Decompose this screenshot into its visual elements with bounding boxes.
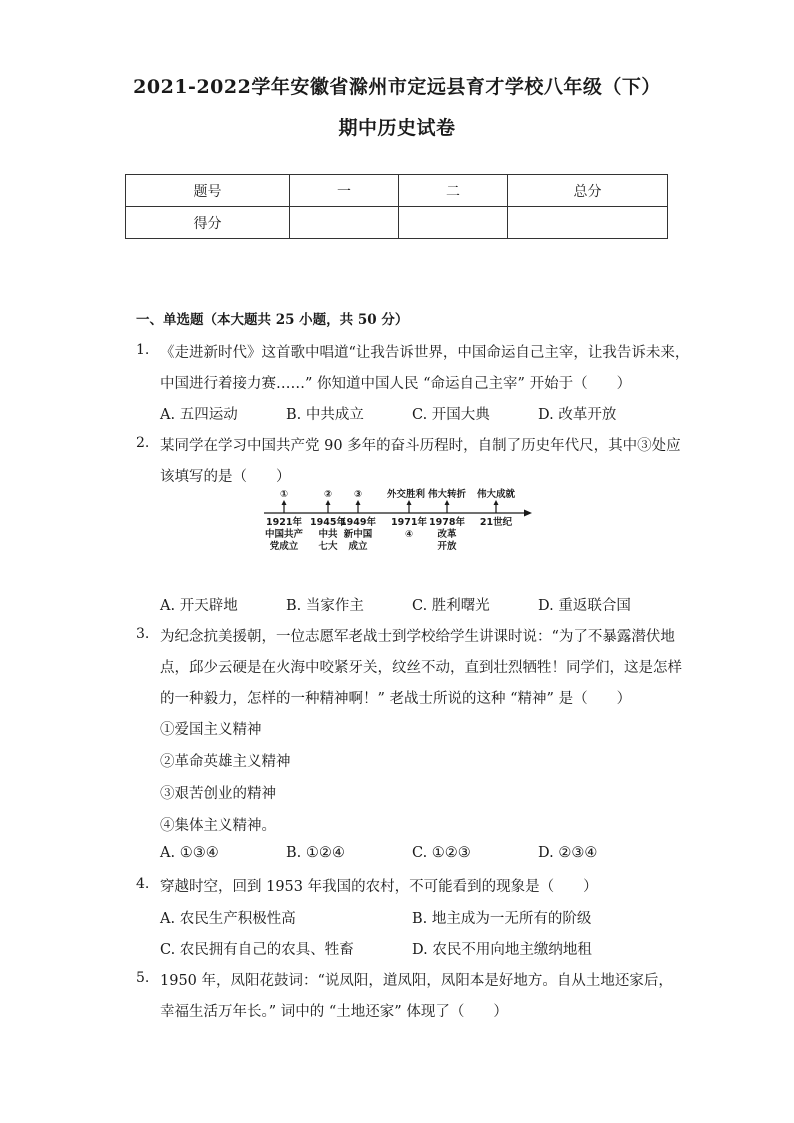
header-cell-part-one: 一 (290, 175, 399, 207)
question-text-line: 的一种毅力，怎样的一种精神啊！” 老战士所说的这种 “精神” 是（ ） (160, 691, 632, 707)
score-table-score-row (126, 207, 668, 239)
exam-title-line2: 期中历史试卷 (338, 117, 456, 139)
option-d[interactable]: D. 农民不用向地主缴纳地租 (412, 942, 592, 958)
timeline-year: 1921年 (266, 517, 302, 528)
timeline-top-label: 伟大转折 (427, 489, 467, 500)
timeline-event-line2: 成立 (348, 541, 368, 552)
timeline-year: 1949年 (340, 517, 376, 528)
timeline-figure (256, 486, 536, 558)
timeline-event-line2: 七大 (318, 541, 338, 552)
score-cell-part-two[interactable] (399, 207, 508, 239)
question-text-line: 该填写的是（ ） (160, 469, 291, 485)
header-cell-question-no: 题号 (126, 175, 290, 207)
question-text-line: 幸福生活万年长。” 词中的 “土地还家” 体现了（ ） (160, 1004, 508, 1020)
question-number: 3. (136, 626, 150, 642)
score-table (125, 174, 668, 239)
question-number: 4. (136, 876, 150, 892)
option-b[interactable]: B. 中共成立 (286, 407, 364, 423)
option-b[interactable]: B. 地主成为一无所有的阶级 (412, 911, 592, 927)
option-d[interactable]: D. 重返联合国 (538, 598, 631, 614)
question-text-line: 为纪念抗美援朝，一位志愿军老战士到学校给学生讲课时说：“为了不暴露潜伏地 (160, 629, 675, 645)
question-number: 2. (136, 435, 150, 451)
question-text-line: 穿越时空，回到 1953 年我国的农村，不可能看到的现象是（ ） (160, 879, 598, 895)
option-a[interactable]: A. 开天辟地 (160, 598, 238, 614)
timeline-event-line1: 中国共产 (264, 529, 304, 540)
option-b[interactable]: B. 当家作主 (286, 598, 364, 614)
question-text-line: 1950 年，凤阳花鼓词：“说凤阳，道凤阳，凤阳本是好地方。自从土地还家后， (160, 973, 673, 989)
header-cell-part-two: 二 (399, 175, 508, 207)
timeline-arrow (356, 500, 361, 505)
timeline-top-label: ② (323, 489, 333, 500)
row-label-score: 得分 (126, 207, 290, 239)
timeline-top-label: 外交胜利 (386, 489, 426, 500)
timeline-year: 1978年 (429, 517, 465, 528)
timeline-event-line2: 党成立 (269, 541, 299, 552)
question-text-line: 《走进新时代》这首歌中唱道“让我告诉世界，中国命运自己主宰，让我告诉未来， (160, 345, 690, 361)
timeline-year: 1971年 (391, 517, 427, 528)
score-cell-total[interactable] (508, 207, 668, 239)
timeline-arrow (407, 500, 412, 505)
timeline-event-line2: 开放 (437, 541, 457, 552)
section-title: 一、单选题（本大题共 25 小题，共 50 分） (136, 312, 409, 328)
question-number: 1. (136, 342, 150, 358)
option-b[interactable]: B. ①②④ (286, 845, 345, 861)
timeline-top-label: 伟大成就 (476, 489, 516, 500)
statement-2: ②革命英雄主义精神 (160, 754, 291, 770)
option-a[interactable]: A. 五四运动 (160, 407, 238, 423)
timeline-arrow (445, 500, 450, 505)
timeline-year: 21世纪 (479, 517, 513, 528)
statement-1: ①爱国主义精神 (160, 722, 262, 738)
timeline-event-line1: 新中国 (343, 529, 373, 540)
option-a[interactable]: A. ①③④ (160, 845, 219, 861)
question-number: 5. (136, 970, 150, 986)
timeline-event-line1: 中共 (318, 529, 338, 540)
timeline-top-label: ① (279, 489, 289, 500)
option-c[interactable]: C. 开国大典 (412, 407, 490, 423)
option-c[interactable]: C. 农民拥有自己的农具、牲畜 (160, 942, 354, 958)
option-a[interactable]: A. 农民生产积极性高 (160, 911, 296, 927)
question-text-line: 某同学在学习中国共产党 90 多年的奋斗历程时，自制了历史年代尺，其中③处应 (160, 438, 681, 454)
timeline-arrow (282, 500, 287, 505)
timeline-event-line1: 改革 (437, 529, 457, 540)
timeline-top-label: ③ (353, 489, 363, 500)
timeline-event-line1: ④ (404, 529, 414, 540)
option-c[interactable]: C. ①②③ (412, 845, 471, 861)
score-cell-part-one[interactable] (290, 207, 399, 239)
timeline-year: 1945年 (310, 517, 346, 528)
option-d[interactable]: D. 改革开放 (538, 407, 617, 423)
timeline-arrow (326, 500, 331, 505)
header-cell-total: 总分 (508, 175, 668, 207)
option-d[interactable]: D. ②③④ (538, 845, 598, 861)
exam-title-line1: 2021-2022学年安徽省滁州市定远县育才学校八年级（下） (133, 76, 661, 98)
timeline-arrow (494, 500, 499, 505)
statement-4: ④集体主义精神。 (160, 818, 276, 834)
statement-3: ③艰苦创业的精神 (160, 786, 276, 802)
question-text-line: 点，邱少云硬是在火海中咬紧牙关，纹丝不动，直到壮烈牺牲！同学们，这是怎样 (160, 660, 682, 676)
question-text-line: 中国进行着接力赛……” 你知道中国人民 “命运自己主宰” 开始于（ ） (160, 376, 632, 392)
score-table-header-row (126, 175, 668, 207)
option-c[interactable]: C. 胜利曙光 (412, 598, 490, 614)
